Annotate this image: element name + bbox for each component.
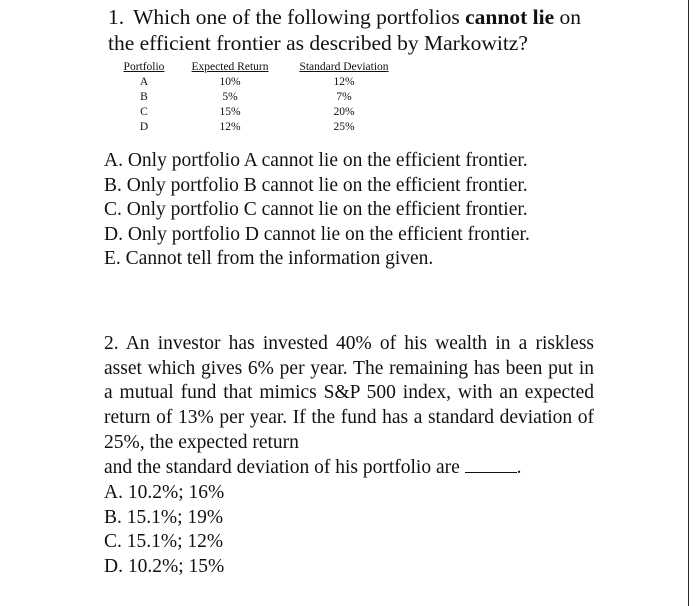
cell-standard-deviation: 25% bbox=[333, 121, 355, 133]
question-2-option-a: A. 10.2%; 16% bbox=[104, 482, 225, 503]
question-2-text bbox=[104, 332, 594, 480]
answer-blank bbox=[465, 471, 517, 473]
portfolio-table-header-row bbox=[116, 60, 400, 75]
question-2-stem: 2. An investor has invested 40% of his wealth in a riskless asset which gives 6% per year. The remaining has been put in a mutual fund that mimics S&P 500 index, with an expected return of 13% per year. If the fund has a standard deviation of 25%, the expected return bbox=[104, 333, 594, 453]
cell-expected-return: 10% bbox=[219, 76, 241, 88]
question-2-option-c: C. 15.1%; 12% bbox=[104, 531, 224, 552]
cell-portfolio: C bbox=[140, 106, 148, 118]
page-edge-line bbox=[688, 0, 689, 606]
question-1-option-a: A. Only portfolio A cannot lie on the efficient frontier. bbox=[104, 150, 528, 171]
question-2-option-b: B. 15.1%; 19% bbox=[104, 506, 224, 528]
table-row bbox=[116, 105, 400, 120]
table-row bbox=[116, 75, 400, 90]
cell-standard-deviation: 7% bbox=[336, 91, 352, 103]
cell-portfolio: B bbox=[140, 91, 148, 103]
question-1-emphasis: cannot lie bbox=[465, 5, 555, 29]
question-2-period: . bbox=[516, 456, 522, 478]
cell-portfolio: D bbox=[139, 121, 149, 133]
portfolio-table bbox=[116, 60, 400, 135]
question-2-option-d: D. 10.2%; 15% bbox=[104, 555, 225, 577]
cell-portfolio: A bbox=[139, 76, 149, 88]
cell-expected-return: 12% bbox=[219, 121, 241, 133]
question-2-options bbox=[104, 481, 224, 579]
question-1-option-c: C. Only portfolio C cannot lie on the efficient frontier. bbox=[104, 199, 528, 220]
question-1-stem-end: on the efficient frontier as described by Markowitz? bbox=[108, 5, 581, 55]
cell-expected-return: 5% bbox=[222, 91, 238, 103]
header-expected-return: Expected Return bbox=[191, 61, 269, 73]
table-row bbox=[116, 90, 400, 105]
question-1-option-b: B. Only portfolio B cannot lie on the efficient frontier. bbox=[104, 174, 528, 196]
question-2-stem-last-line bbox=[104, 456, 594, 481]
table-row bbox=[116, 120, 400, 135]
header-standard-deviation: Standard Deviation bbox=[299, 61, 389, 73]
question-2-stem-end: and the standard deviation of his portfolio are bbox=[104, 456, 460, 478]
cell-expected-return: 15% bbox=[219, 106, 241, 118]
question-1-option-d: D. Only portfolio D cannot lie on the efficient frontier. bbox=[104, 223, 530, 245]
header-portfolio: Portfolio bbox=[123, 61, 165, 73]
question-1-number: 1. bbox=[108, 5, 125, 29]
cell-standard-deviation: 12% bbox=[333, 76, 355, 88]
question-1-text bbox=[108, 4, 608, 56]
question-1-stem-start: Which one of the following portfolios bbox=[133, 5, 460, 29]
question-1-option-e: E. Cannot tell from the information given. bbox=[104, 248, 434, 269]
question-1-options bbox=[104, 149, 530, 272]
cell-standard-deviation: 20% bbox=[333, 106, 355, 118]
